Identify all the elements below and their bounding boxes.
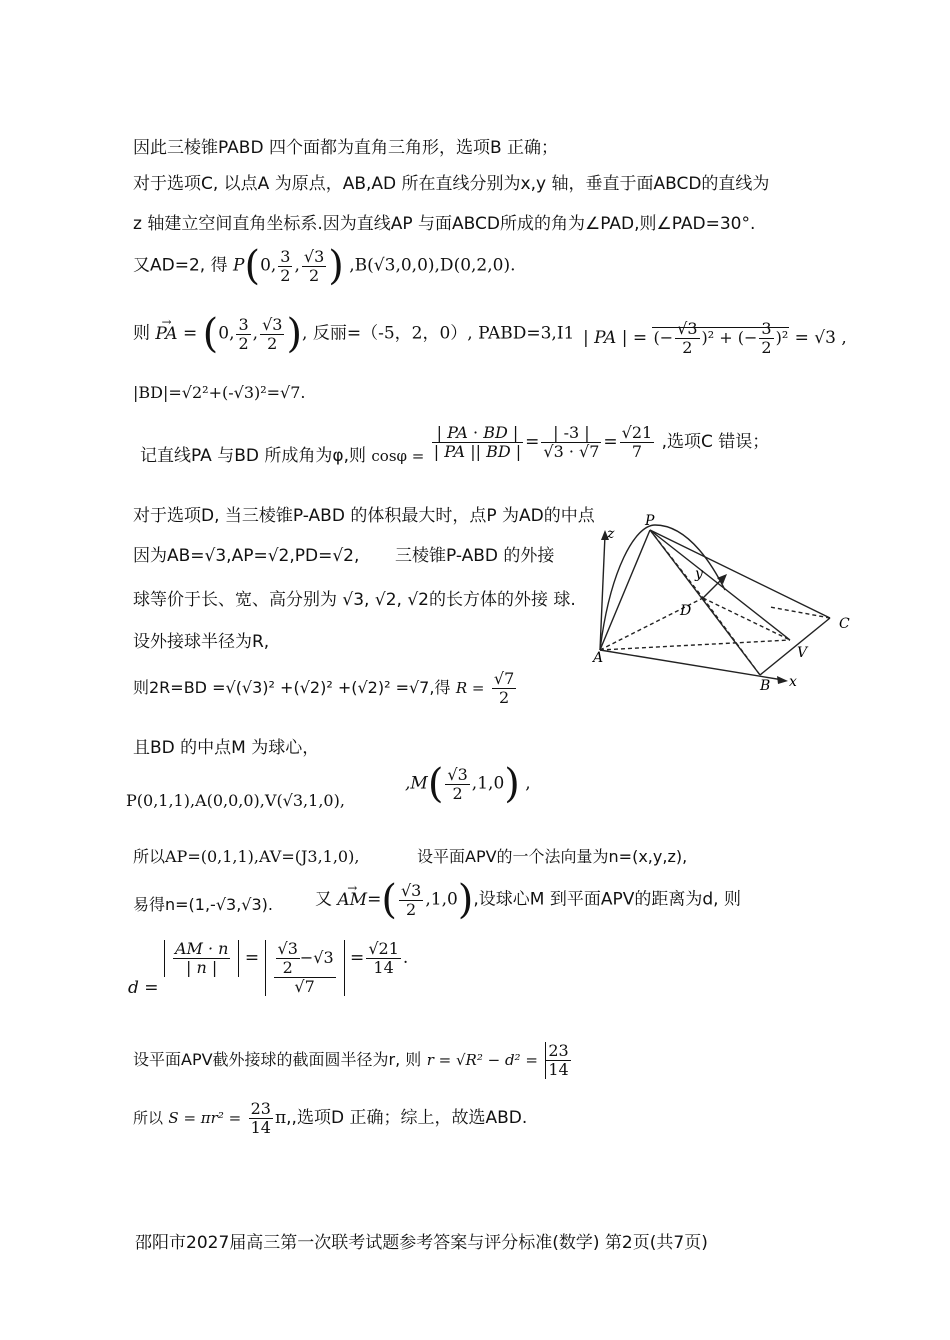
line12-text: 则2R=BD =√(√3)² +(√2)² +(√2)² =√7,得 [133, 678, 451, 697]
text-line-14: P(0,1,1),A(0,0,0),V(√3,1,0), [126, 791, 345, 810]
r-label: R = [455, 679, 485, 697]
vector-am: → AM [337, 889, 367, 911]
line4-suffix: ,B(√3,0,0),D(0,2,0). [349, 255, 516, 276]
frac-neg3-2: $\frac{3}{2}$ [238, 314, 249, 353]
line5-suffix: , 反丽=（-5，2，0）, PABD=3,I1 [302, 323, 575, 344]
text-line-6: |BD|=√2²+(-√3)²=√7. [133, 383, 306, 402]
text-line-11: 设外接球半径为R, [133, 632, 270, 652]
coord-zero: 0 [260, 255, 271, 276]
page-footer: 邵阳市2027届高三第一次联考试题参考答案与评分标准(数学) 第2页(共7页) [135, 1233, 708, 1253]
text-line-7: 记直线PA 与BD 所成角为φ,则 cosφ = $\frac{| PA \cdot BD |}{| PA || BD |}$ = $\frac{| -3 |}{√3 \cdot √7}$ = $\frac{√21}{7}$ ,选项C 错误； [140, 423, 770, 466]
text-line-19: 所以 S = πr² = $\frac{23}{14}$ π,,选项D 正确；综上，故选ABD. [133, 1099, 528, 1137]
text-line-1: 因此三棱锥PABD 四个面都为直角三角形，选项B 正确； [133, 138, 559, 158]
text-line-9b: 三棱锥P-ABD 的外接 [395, 546, 555, 566]
text-line-16b: 又 → AM=( $\frac{√3}{2}$ ,1,0),设球心M 到平面APV的距离为d, 则 [315, 880, 741, 920]
text-line-16a: 易得n=(1,-√3,√3). [133, 895, 273, 914]
text-line-9a: 因为AB=√3,AP=√2,PD=√2, [133, 546, 360, 566]
label-a: A [593, 650, 604, 666]
distance-formula: d = $\frac{AM \cdot n}{| n |}$ = $\frac{√3}{2}$ −√3 √7 = $\frac{√21}{14}$ . [128, 939, 409, 998]
text-line-8: 对于选项D, 当三棱锥P-ABD 的体积最大时，点P 为AD的中点 [133, 506, 595, 526]
text-line-18: 设平面APV截外接球的截面圆半径为r, 则 r = √R² − d² = $\frac{23}{14}$ [133, 1041, 569, 1079]
frac-sqrt7-2: $\frac{√7}{2}$ [493, 669, 515, 707]
label-p: P [645, 513, 655, 529]
frac-3-2: $\frac{3}{2}$ [280, 246, 291, 285]
frac-sqrt3-2b: $\frac{√3}{2}$ [262, 314, 283, 353]
text-line-4: 又AD=2, 得 P(0, $\frac{3}{2}$ , $\frac{√3}{2}$ ) ,B(√3,0,0),D(0,2,0). [133, 243, 516, 289]
line5-prefix: 则 [133, 323, 150, 344]
text-line-13: 且BD 的中点M 为球心， [133, 738, 320, 758]
label-b: B [760, 678, 771, 694]
cos-frac-values: $\frac{| -3 |}{√3 \cdot √7}$ [543, 423, 600, 461]
cos-frac-result: $\frac{√21}{7}$ [621, 423, 653, 461]
x-axis [600, 650, 783, 680]
label-v: V [797, 645, 808, 661]
text-line-3: z 轴建立空间直角坐标系.因为直线AP 与面ABCD所成的角为∠PAD,则∠PAD=30°. [133, 214, 756, 234]
vector-pa: → PA [155, 323, 177, 345]
pyramid-figure [585, 510, 855, 695]
point-m: ,M( $\frac{√3}{2}$ ,1,0) , [405, 761, 531, 807]
text-line-2: 对于选项C, 以点A 为原点，AB,AD 所在直线分别为x,y 轴，垂直于面ABCD的直线为 [133, 174, 770, 194]
text-line-15b: 设平面APV的一个法向量为n=(x,y,z), [417, 847, 688, 866]
label-c: C [839, 616, 850, 632]
text-line-15a: 所以AP=(0,1,1),AV=(J3,1,0), [133, 847, 360, 866]
text-line-5: 则 → PA = (0, $\frac{3}{2}$ , $\frac{√3}{2}$ ), 反丽=（-5，2，0）, PABD=3,I1 [133, 314, 574, 354]
cos-frac-vectors: $\frac{| PA \cdot BD |}{| PA || BD |}$ [433, 423, 522, 461]
label-d: D [680, 603, 692, 619]
label-z: z [607, 526, 615, 542]
label-y: y [695, 566, 703, 582]
point-p-label: P [233, 255, 245, 276]
label-x: x [789, 674, 797, 690]
text-line-12 [133, 670, 518, 707]
frac-sqrt3-2: $\frac{√3}{2}$ [303, 246, 325, 285]
line7-suffix: ,选项C 错误； [661, 432, 770, 452]
pa-magnitude: | PA | = (− $\frac{√3}{2}$ )² + (− $\frac{3}{2}$ )² = √3 , [583, 319, 847, 357]
cos-label: cosφ = [371, 447, 425, 465]
line4-prefix: 又AD=2, 得 [133, 255, 228, 276]
text-line-10: 球等价于长、宽、高分别为 √3, √2, √2的长方体的外接 球. [133, 590, 576, 610]
line7-prefix: 记直线PA 与BD 所成角为φ,则 [140, 446, 366, 466]
